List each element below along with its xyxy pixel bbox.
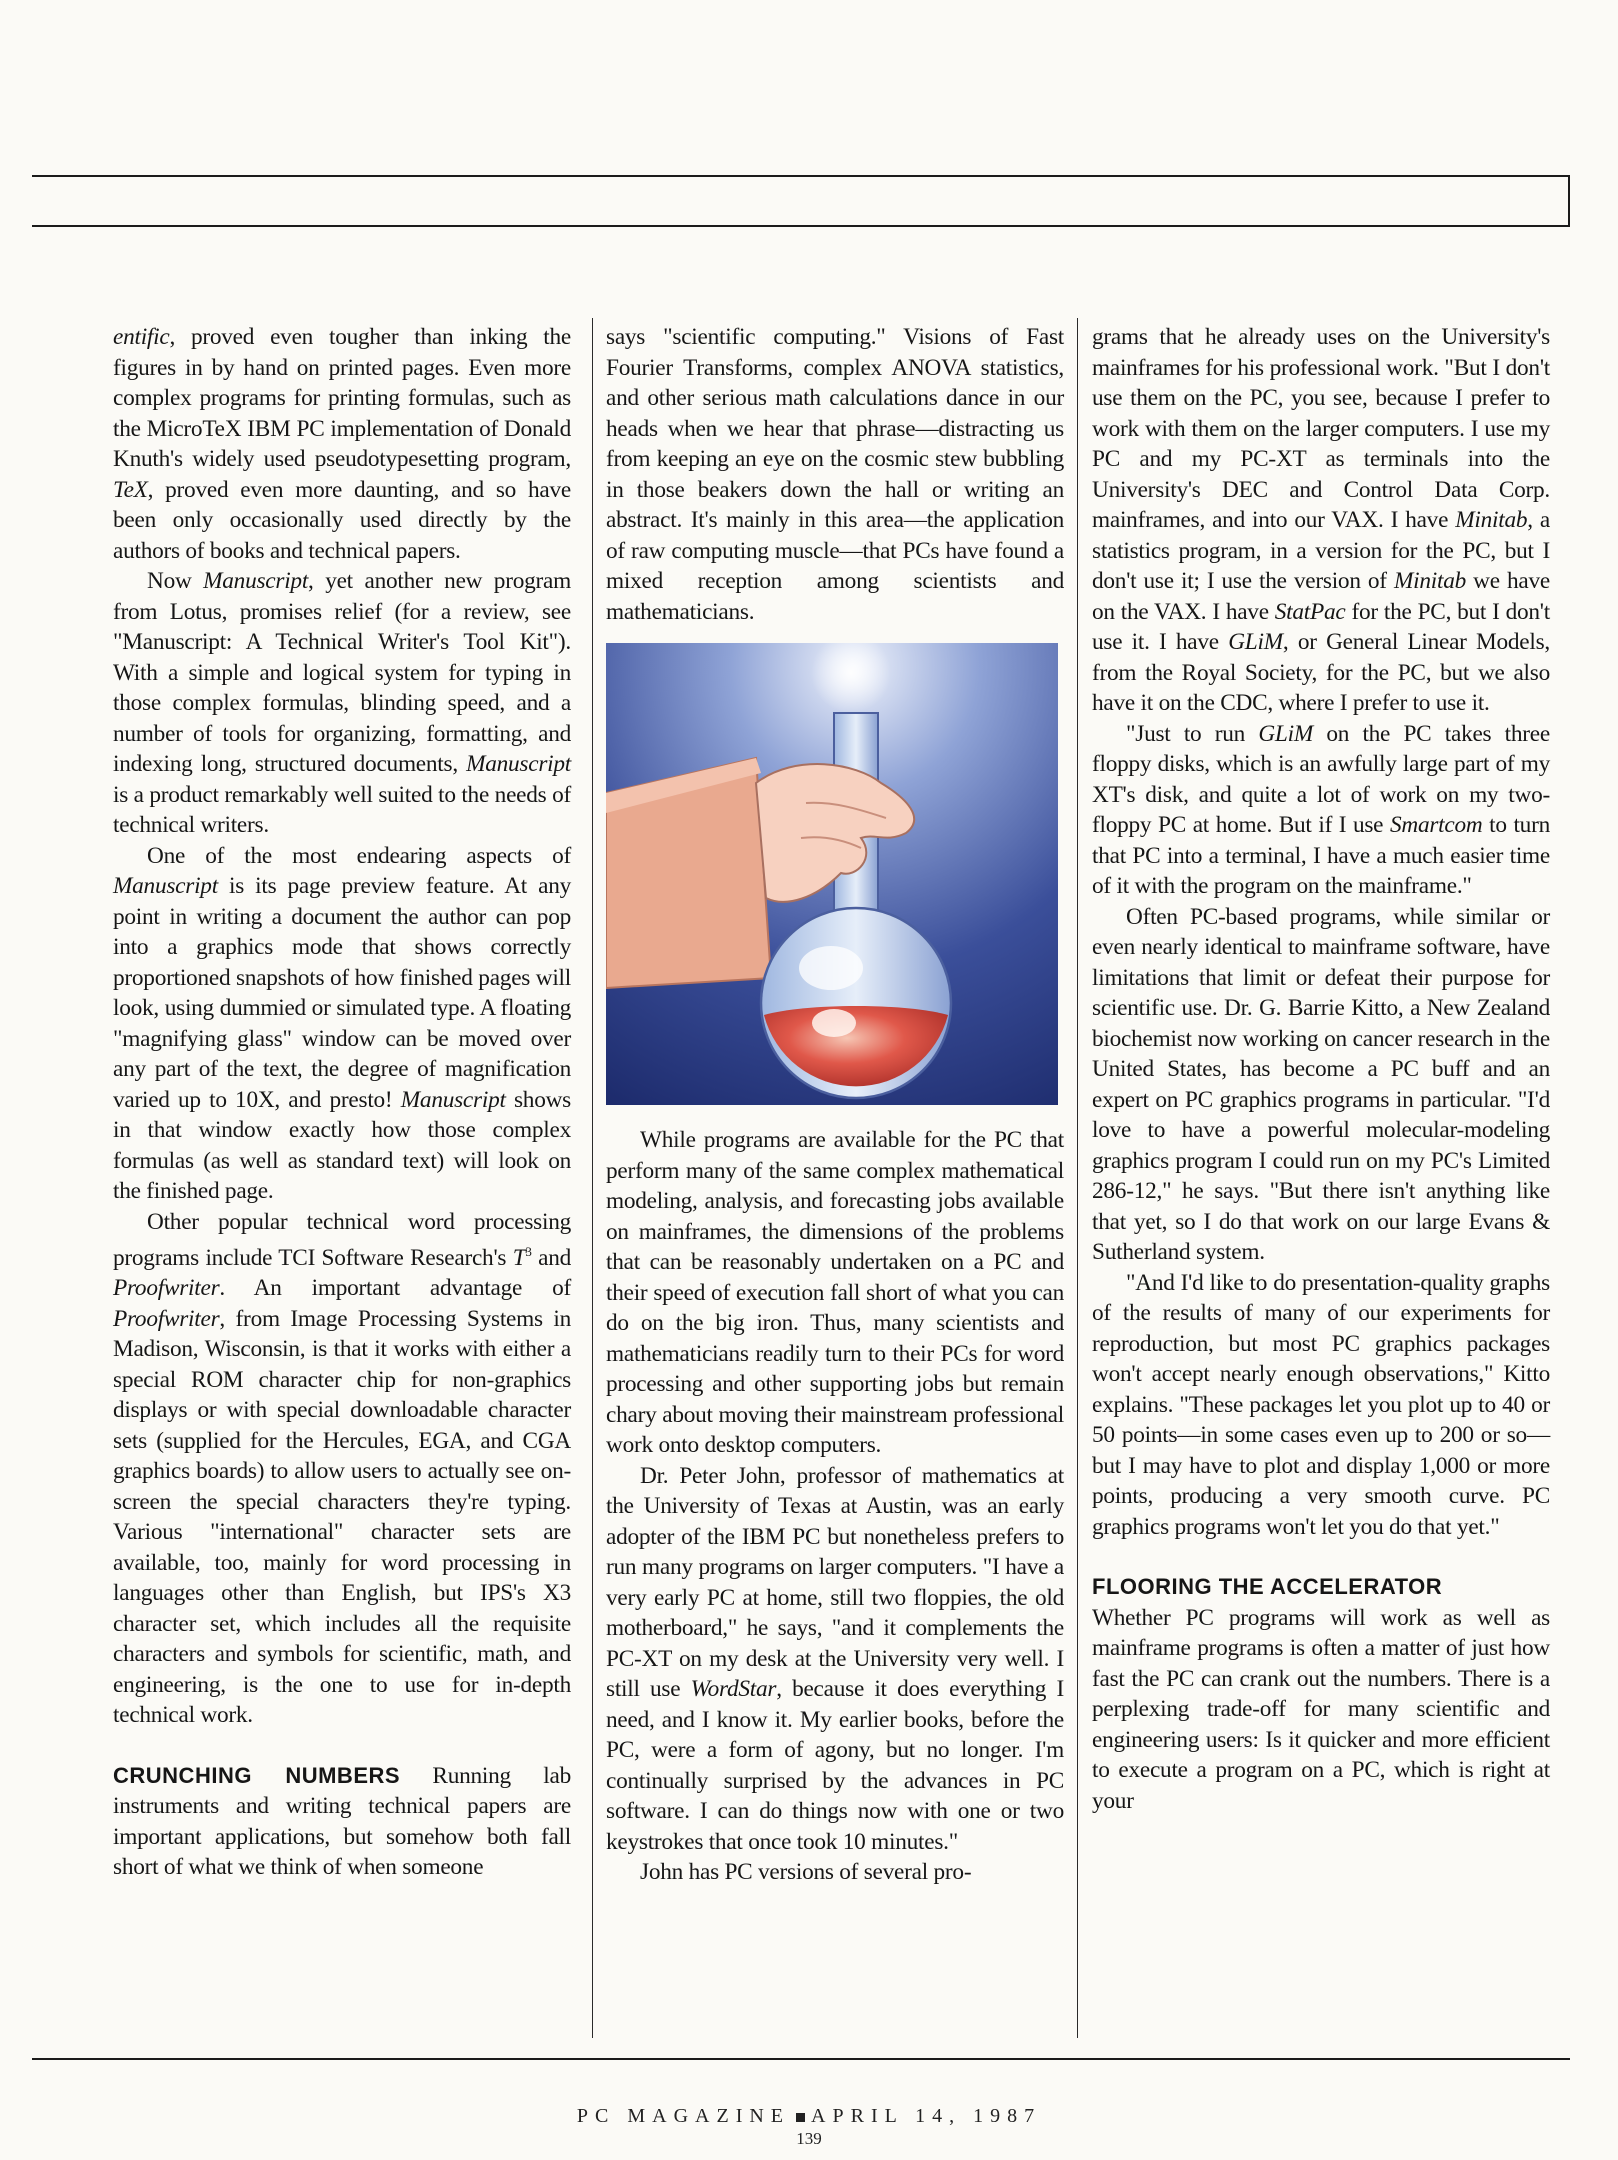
- section-heading-crunching-numbers: CRUNCHING NUMBERS: [113, 1762, 401, 1788]
- article-column-2: [606, 322, 1064, 1888]
- paragraph: Often PC-based programs, while similar or even nearly identical to mainframe software, have limitations that limit or defeat their purpose for scientific use. Dr. G. Barrie Kitto, a New Zealand biochemist now working on cancer research in the United States, has become a PC buff and an expert on PC graphics programs in particular. "I'd love to have a powerful molecular-modeling graphics program I could run on my PC's Limited 286-12," he says. "But there isn't anything like that yet, so I do that work on our large Evans & Sutherland system.: [1092, 903, 1550, 1265]
- footer-rule: [32, 2058, 1570, 2060]
- paragraph: Dr. Peter John, professor of mathematics at the University of Texas at Austin, was an early adopter of the IBM PC but nonetheless prefers to run many programs on larger computers. "I have a very early PC at home, still two floppies, the old motherboard," he says, "and it complements the PC-XT on my desk at the University very well. I still use WordStar, because it does everything I need, and I know it. My earlier books, before the PC, were a form of agony, but no longer. I'm continually surprised by the advances in PC software. I can do things now with one or two keystrokes that once took 10 minutes.": [606, 1462, 1064, 1855]
- paragraph: Whether PC programs will work as well as mainframe programs is often a matter of just how fast the PC can crank out the numbers. There is a perplexing trade-off for many scientific and engineering users: Is it quicker and more efficient to execute a program on a PC, which is right at your: [1092, 1604, 1550, 1814]
- magazine-footer: [0, 2105, 1618, 2128]
- column-divider: [1077, 318, 1078, 2038]
- header-rule: [32, 225, 1570, 227]
- paragraph: "And I'd like to do presentation-quality graphs of the results of many of our experiments for reproduction, but most PC graphics packages won't accept nearly enough observations," Kitto explains. "These packages let you plot up to 40 or 50 points—in some cases even up to 200 or so—but I may have to plot and display 1,000 or more points, producing a very smooth curve. PC graphics programs won't let you do that yet.": [1092, 1269, 1550, 1540]
- paragraph: says "scientific computing." Visions of Fast Fourier Transforms, complex ANOVA statistics, and other serious math calculations dance in our heads when we hear that phrase—distracting us from keeping an eye on the cosmic stew bubbling in those beakers down the hall or writing an abstract. It's mainly in this area—the application of raw computing muscle—that PCs have found a mixed reception among scientists and mathematicians.: [606, 324, 1064, 625]
- page-number: 139: [796, 2129, 822, 2148]
- paragraph: Other popular technical word processing programs include TCI Software Research's $T^3$ and Proofwriter. An important advantage of Proofwriter, from Image Processing Systems in Madison, Wisconsin, is that it works with either a special ROM character chip for non-graphics displays or with special downloadable character sets (supplied for the Hercules, EGA, and CGA graphics boards) to allow users to actually see on-screen the special characters they're typing. Various "international" character sets are available, too, mainly for word processing in languages other than English, but IPS's X3 character set, which includes all the requisite characters and symbols for scientific, math, and engineering, is the one to use for in-depth technical work.: [113, 1208, 571, 1729]
- paragraph: John has PC versions of several pro-: [640, 1859, 972, 1885]
- article-column-3: [1092, 322, 1550, 1816]
- paragraph: "Just to run GLiM on the PC takes three floppy disks, which is an awfully large part of my XT's disk, and quite a lot of work on my two-floppy PC at home. But if I use Smartcom to turn that PC into a terminal, I have a much easier time of it with the program on the mainframe.": [1092, 720, 1550, 899]
- column-divider: [592, 318, 593, 2038]
- square-bullet-icon: [796, 2113, 805, 2122]
- footer-magazine-name: PC MAGAZINE: [576, 2105, 791, 2127]
- paragraph: CRUNCHING NUMBERS Running lab instruments and writing technical papers are important applications, but somehow both fall short of what we think of when someone: [113, 1762, 571, 1881]
- top-rule-corner: [1568, 175, 1570, 227]
- article-column-1: [113, 322, 571, 1883]
- paragraph: While programs are available for the PC that perform many of the same complex mathematical modeling, analysis, and forecasting jobs available on mainframes, the dimensions of the problems that can be reasonably undertaken on a PC and their speed of execution fall short of what you can do on the big iron. Thus, many scientists and mathematicians readily turn to their PCs for word processing and other supporting jobs but remain chary about moving their mainstream professional work onto desktop computers.: [606, 1127, 1064, 1458]
- top-rule: [32, 175, 1570, 177]
- paragraph: entific, proved even tougher than inking the figures in by hand on printed pages. Even more complex programs for printing formulas, such as the MicroTeX IBM PC implementation of Donald Knuth's widely used pseudotypesetting program, TeX, proved even more daunting, and so have been only occasionally used directly by the authors of books and technical papers.: [113, 324, 571, 564]
- footer-date: APRIL 14, 1987: [811, 2105, 1042, 2127]
- section-heading-flooring-the-accelerator: FLOORING THE ACCELERATOR: [1092, 1574, 1443, 1599]
- paragraph: Now Manuscript, yet another new program from Lotus, promises relief (for a review, see "Manuscript: A Technical Writer's Tool Kit"). With a simple and logical system for typing in those complex formulas, blinding speed, and a number of tools for organizing, formatting, and indexing long, structured documents, Manuscript is a product remarkably well suited to the needs of technical writers.: [113, 568, 571, 838]
- paragraph: grams that he already uses on the University's mainframes for his professional work. "But I don't use them on the PC, you see, because I prefer to work with them on the larger computers. I use my PC and my PC-XT as terminals into the University's DEC and Control Data Corp. mainframes, and into our VAX. I have Minitab, a statistics program, in a version for the PC, but I don't use it; I use the version of Minitab we have on the VAX. I have StatPac for the PC, but I don't use it. I have GLiM, or General Linear Models, from the Royal Society, for the PC, but we also have it on the CDC, where I prefer to use it.: [1092, 324, 1550, 716]
- paragraph: One of the most endearing aspects of Manuscript is its page preview feature. At any point in writing a document the author can pop into a graphics mode that shows correctly proportioned snapshots of how finished pages will look, using dummied or simulated type. A floating "magnifying glass" window can be moved over any part of the text, the degree of magnification varied up to 10X, and presto! Manuscript shows in that window exactly how those complex formulas (as well as standard text) will look on the finished page.: [113, 842, 571, 1204]
- hand-holding-flask-illustration: [606, 643, 1058, 1105]
